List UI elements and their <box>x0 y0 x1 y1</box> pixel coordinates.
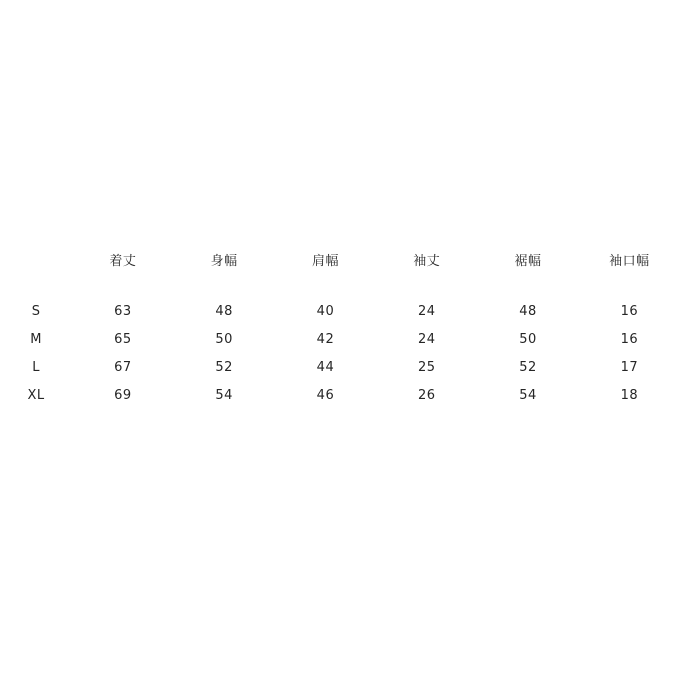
cell-cuff-width: 18 <box>620 388 639 403</box>
cell-cuff-width: 16 <box>620 304 639 319</box>
cell-hem-width: 48 <box>519 304 537 319</box>
size-table <box>0 248 680 410</box>
cell-body-length: 63 <box>114 304 132 319</box>
cell-sleeve-length: 24 <box>417 332 436 347</box>
cell-sleeve-length: 25 <box>417 360 436 375</box>
cell-cuff-width: 16 <box>620 332 639 347</box>
table-header-row <box>0 248 680 298</box>
cell-body-width: 48 <box>215 304 233 319</box>
column-header-body-width: 身幅 <box>210 254 238 269</box>
column-header-size <box>0 248 72 298</box>
cell-hem-width: 54 <box>519 388 537 403</box>
cell-body-length: 67 <box>114 360 132 375</box>
cell-sleeve-length: 24 <box>417 304 436 319</box>
cell-hem-width: 52 <box>519 360 537 375</box>
column-header-body-length: 着丈 <box>109 254 137 269</box>
cell-body-width: 54 <box>215 388 233 403</box>
column-header-sleeve-length: 袖丈 <box>413 254 441 269</box>
table-row <box>0 326 680 354</box>
table-body <box>0 298 680 410</box>
cell-sleeve-length: 26 <box>417 388 436 403</box>
column-header-shoulder-width: 肩幅 <box>311 254 339 269</box>
cell-body-length: 69 <box>114 388 132 403</box>
cell-body-width: 50 <box>215 332 233 347</box>
column-header-hem-width: 裾幅 <box>514 254 542 269</box>
cell-body-length: 65 <box>114 332 132 347</box>
cell-shoulder-width: 44 <box>316 360 335 375</box>
size-chart <box>0 248 680 410</box>
cell-shoulder-width: 42 <box>316 332 335 347</box>
cell-hem-width: 50 <box>519 332 537 347</box>
table-row <box>0 354 680 382</box>
cell-shoulder-width: 40 <box>316 304 335 319</box>
row-size-label: XL <box>27 388 45 403</box>
column-header-cuff-width: 袖口幅 <box>609 254 650 269</box>
row-size-label: M <box>30 332 42 347</box>
row-size-label: L <box>32 360 40 375</box>
cell-shoulder-width: 46 <box>316 388 335 403</box>
table-row <box>0 298 680 326</box>
row-size-label: S <box>31 304 41 319</box>
cell-cuff-width: 17 <box>620 360 639 375</box>
table-row <box>0 382 680 410</box>
cell-body-width: 52 <box>215 360 233 375</box>
table-header <box>0 248 680 298</box>
